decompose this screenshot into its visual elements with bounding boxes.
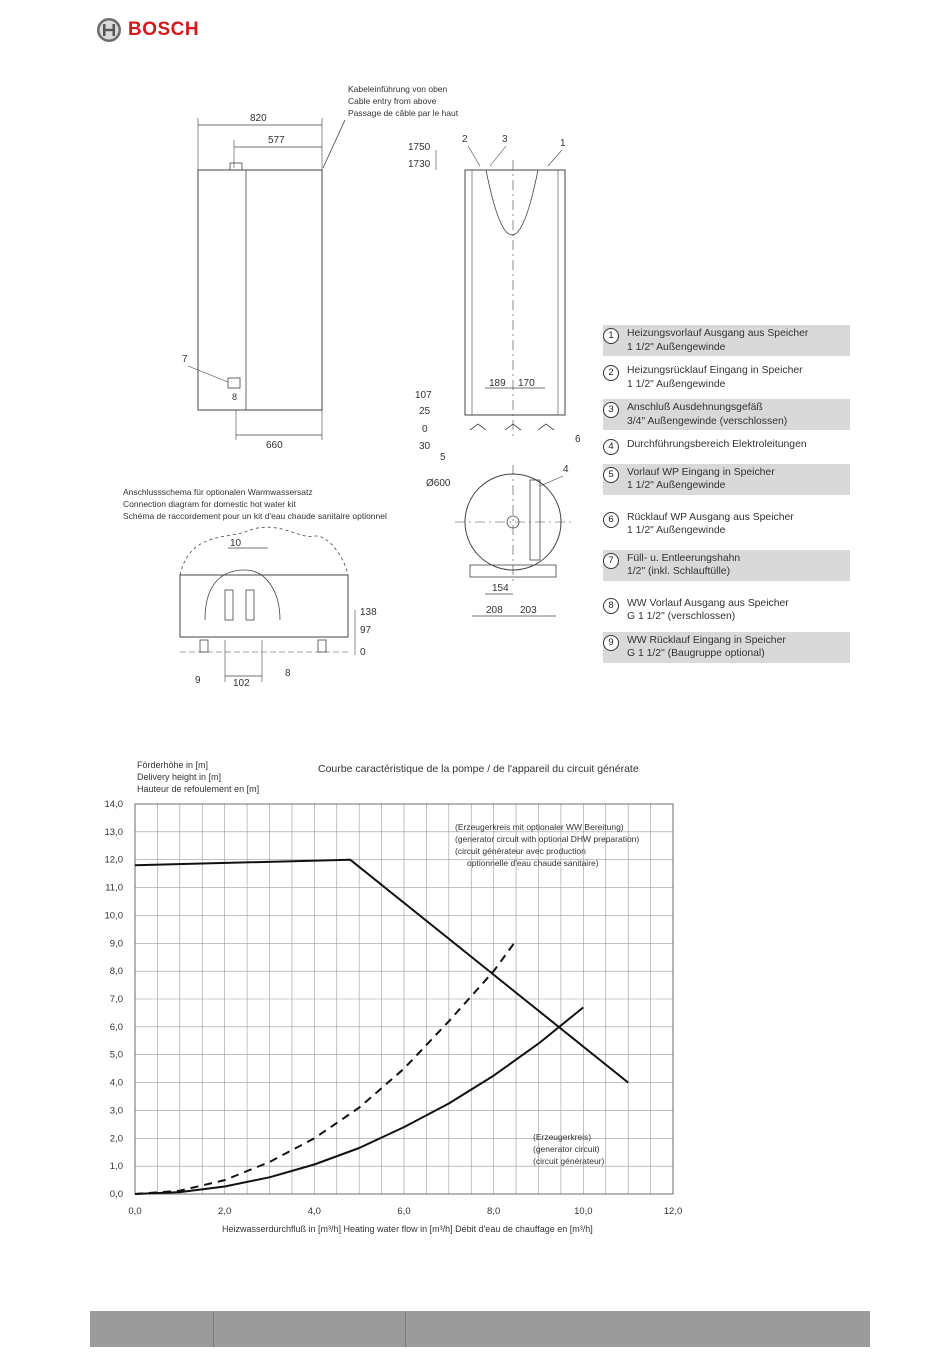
dim-208: 208 (486, 605, 503, 616)
cable-entry-de: Kabeleinführung von oben (348, 84, 448, 94)
y-tick-label: 7,0 (109, 994, 123, 1005)
kit-caption-fr: Schéma de raccordement pour un kit d'eau chaude sanitaire optionnel (123, 511, 387, 521)
dim-30: 30 (419, 441, 431, 452)
callout-5: 5 (440, 452, 446, 463)
annotation-dhw-de: (Erzeugerkreis mit optionaler WW Bereitung) (455, 822, 624, 832)
callout-8-kit: 8 (285, 668, 291, 679)
dim-189: 189 (489, 378, 506, 389)
dim-10: 10 (230, 538, 242, 549)
dim-107: 107 (415, 390, 432, 401)
legend-line2: 1 1/2" Außengewinde (627, 341, 726, 353)
y-axis-ticks (105, 799, 124, 1200)
legend-line1: Füll- u. Entleerungshahn (627, 552, 741, 564)
legend-num: 8 (603, 598, 619, 614)
y-tick-label: 8,0 (109, 966, 123, 978)
dim-102: 102 (233, 678, 250, 689)
x-axis-ticks (128, 1206, 682, 1217)
chart-title: Courbe caractéristique de la pompe / de l'appareil du circuit générate (318, 763, 639, 775)
legend-item-7 (603, 550, 850, 581)
annotation-dhw-fr1: (circuit générateur avec production (455, 846, 586, 856)
chart-ylabel-en: Delivery height in [m] (137, 772, 222, 782)
legend-num: 1 (603, 328, 619, 344)
y-tick-label: 13,0 (104, 826, 123, 838)
annotation-dhw-en: (generator circuit with optional DHW preparation) (455, 834, 640, 844)
y-tick-label: 10,0 (104, 910, 123, 922)
y-tick-label: 0,0 (109, 1189, 123, 1200)
legend-line1: WW Vorlauf Ausgang aus Speicher (627, 597, 789, 609)
dim-820: 820 (250, 113, 267, 124)
legend-line2: 3/4" Außengewinde (verschlossen) (627, 415, 788, 427)
dim-1750: 1750 (408, 142, 431, 153)
annotation-dhw-fr2: optionnelle d'eau chaude sanitaire) (467, 858, 599, 868)
legend-item-6 (603, 509, 850, 540)
callout-3: 3 (502, 134, 508, 145)
legend-num: 4 (603, 439, 619, 455)
x-tick-label: 10,0 (574, 1206, 593, 1217)
legend-line1: Durchführungsbereich Elektroleitungen (627, 439, 807, 450)
legend-item-5 (603, 464, 850, 495)
dim-97: 97 (360, 625, 372, 636)
dim-138: 138 (360, 607, 377, 618)
legend-item-9 (603, 632, 850, 663)
legend-num: 3 (603, 402, 619, 418)
y-tick-label: 2,0 (109, 1133, 123, 1145)
legend-item-3 (603, 399, 850, 430)
y-tick-label: 12,0 (104, 854, 123, 866)
dim-660: 660 (266, 440, 283, 451)
dim-25: 25 (419, 406, 431, 417)
callout-1: 1 (560, 138, 566, 149)
y-tick-label: 14,0 (104, 799, 123, 810)
x-tick-label: 2,0 (218, 1206, 232, 1217)
callout-6: 6 (575, 434, 581, 445)
series-line-2 (135, 941, 516, 1195)
y-tick-label: 1,0 (109, 1161, 123, 1173)
legend-num: 2 (603, 365, 619, 381)
legend-line1: Anschluß Ausdehnungsgefäß (627, 402, 763, 413)
legend-line1: Rücklauf WP Ausgang aus Speicher (627, 511, 794, 523)
legend-line2: G 1 1/2" (Baugruppe optional) (627, 648, 765, 659)
cable-entry-fr: Passage de câble par le haut (348, 108, 459, 118)
y-tick-label: 9,0 (109, 938, 123, 950)
legend-line2: 1 1/2" Außengewinde (627, 525, 726, 536)
footer-cell (214, 1311, 406, 1347)
dim-203: 203 (520, 605, 537, 616)
chart-xlabel: Heizwasserdurchfluß in [m³/h] Heating water flow in [m³/h] Débit d'eau de chauffage en [m³/h] (222, 1224, 593, 1234)
legend-line1: Heizungsrücklauf Eingang in Speicher (627, 365, 803, 376)
legend-num: 9 (603, 635, 619, 651)
legend-num: 7 (603, 553, 619, 569)
callout-4: 4 (563, 464, 569, 475)
dim-170: 170 (518, 378, 535, 389)
pump-curve-chart (0, 750, 950, 1250)
callout-9: 9 (195, 675, 201, 686)
legend-num: 6 (603, 512, 619, 528)
y-tick-label: 3,0 (109, 1105, 123, 1117)
legend-item-1 (603, 325, 850, 356)
y-tick-label: 4,0 (109, 1077, 123, 1089)
dim-1730: 1730 (408, 159, 431, 170)
chart-ylabel-de: Förderhöhe in [m] (137, 760, 209, 770)
legend-line1: Vorlauf WP Eingang in Speicher (627, 466, 775, 478)
legend-line1: Heizungsvorlauf Ausgang aus Speicher (627, 328, 809, 339)
chart-ylabel-fr: Hauteur de refoulement en [m] (137, 784, 260, 794)
legend-line2: 1 1/2" Außengewinde (627, 378, 726, 390)
brand-name: BOSCH (128, 19, 200, 40)
annotation-gen-fr: (circuit générateur) (533, 1156, 605, 1166)
footer-cell (90, 1311, 214, 1347)
x-tick-label: 8,0 (487, 1206, 501, 1217)
y-tick-label: 11,0 (105, 882, 123, 894)
kit-caption-de: Anschlussschema für optionalen Warmwassersatz (123, 487, 313, 497)
component-legend (603, 325, 850, 663)
kit-caption-en: Connection diagram for domestic hot water kit (123, 499, 296, 509)
dim-diameter: Ø600 (426, 478, 451, 489)
y-tick-label: 6,0 (109, 1021, 123, 1033)
x-tick-label: 4,0 (307, 1206, 321, 1217)
annotation-gen-de: (Erzeugerkreis) (533, 1132, 592, 1142)
legend-line2: 1 1/2" Außengewinde (627, 480, 726, 491)
y-tick-label: 5,0 (109, 1049, 123, 1061)
dim-154: 154 (492, 583, 509, 594)
callout-2: 2 (462, 134, 468, 145)
legend-line2: G 1 1/2" (verschlossen) (627, 611, 736, 622)
dim-0: 0 (422, 424, 428, 435)
dim-kit-0: 0 (360, 647, 366, 658)
legend-num: 5 (603, 467, 619, 483)
legend-item-8 (603, 595, 850, 626)
front-view-body (198, 170, 322, 410)
legend-item-4 (603, 436, 850, 454)
legend-line1: WW Rücklauf Eingang in Speicher (627, 634, 786, 646)
x-tick-label: 12,0 (663, 1206, 683, 1217)
callout-7: 7 (182, 354, 188, 365)
x-tick-label: 6,0 (397, 1206, 411, 1217)
footer-cell (406, 1311, 870, 1347)
callout-8-front: 8 (232, 392, 238, 402)
annotation-gen-en: (generator circuit) (533, 1144, 600, 1154)
cable-entry-en: Cable entry from above (348, 96, 437, 106)
x-tick-label: 0,0 (128, 1206, 142, 1217)
kit-view-body (180, 575, 348, 637)
dim-577: 577 (268, 135, 285, 146)
side-view-body (465, 170, 565, 415)
legend-line2: 1/2" (inkl. Schlauftülle) (627, 566, 731, 577)
footer-bar (90, 1311, 870, 1347)
legend-item-2 (603, 362, 850, 393)
